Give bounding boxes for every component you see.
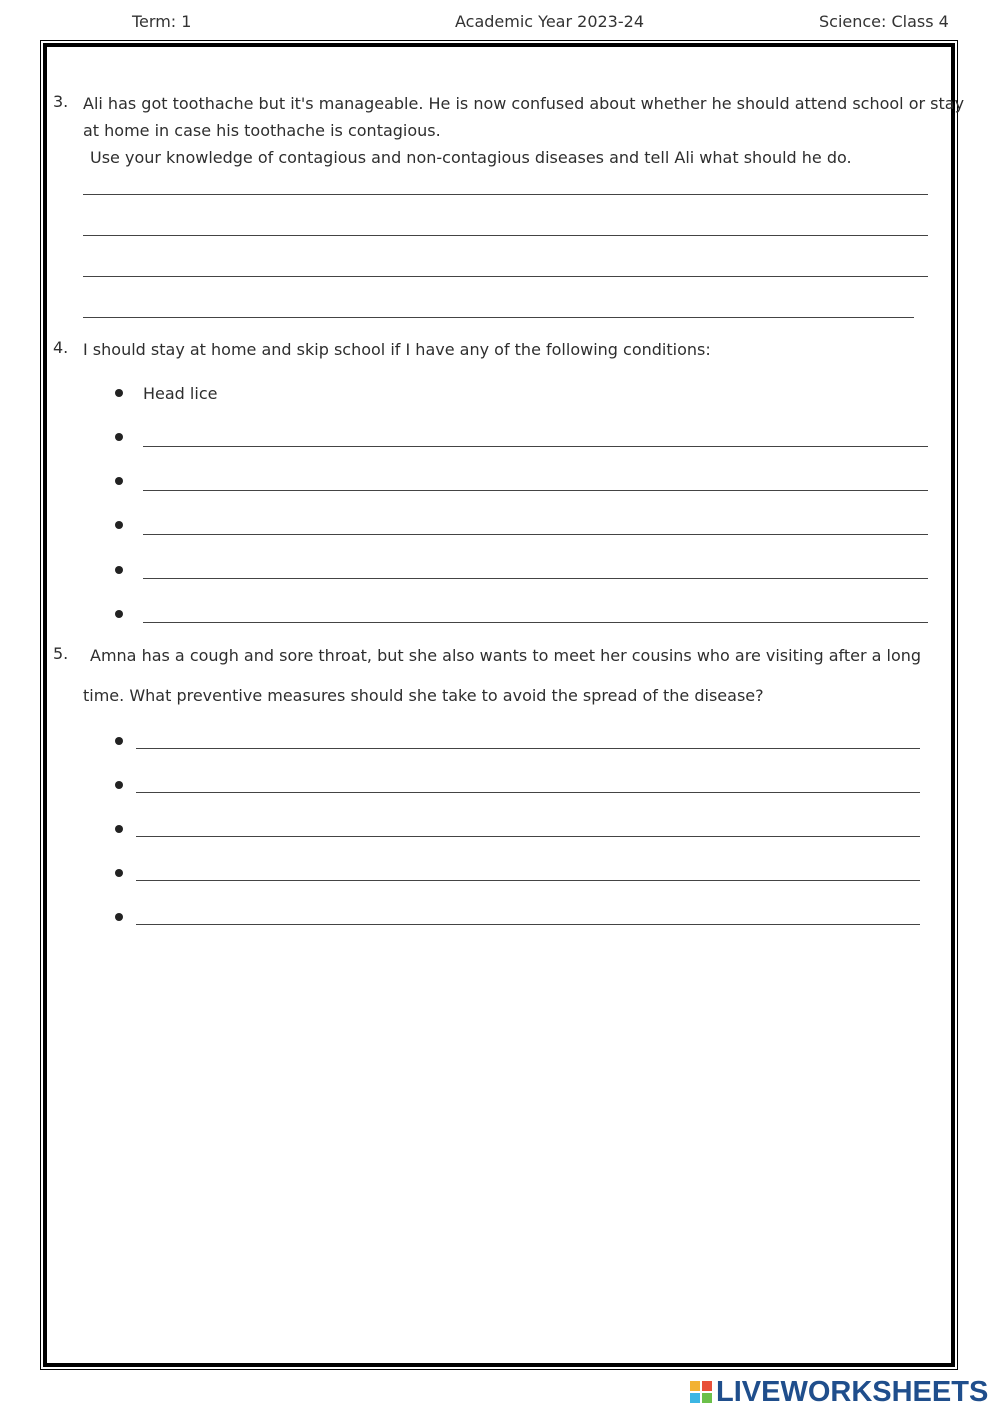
answer-line — [143, 622, 928, 623]
answer-line — [143, 446, 928, 447]
bullet-icon — [115, 610, 123, 618]
question-5-number: 5. — [53, 644, 69, 663]
q5-answer-input-5[interactable] — [136, 900, 924, 924]
answer-line — [136, 924, 920, 925]
question-3-text-line3: Use your knowledge of contagious and non-contagious diseases and tell Ali what should he do. — [90, 148, 852, 167]
logo-square — [690, 1381, 700, 1391]
question-4-number: 4. — [53, 338, 69, 357]
q5-answer-input-4[interactable] — [136, 856, 924, 880]
question-3-text-line1: Ali has got toothache but it's manageable. He is now confused about whether he should attend school or stay — [83, 94, 965, 113]
question-5-text-line2: time. What preventive measures should she take to avoid the spread of the disease? — [83, 686, 764, 705]
bullet-icon — [115, 521, 123, 529]
q3-answer-input-4[interactable] — [83, 293, 918, 317]
logo-square — [690, 1393, 700, 1403]
bullet-icon — [115, 389, 123, 397]
answer-line — [83, 317, 914, 318]
q5-answer-input-1[interactable] — [136, 724, 924, 748]
answer-line — [143, 490, 928, 491]
header-subject: Science: Class 4 — [819, 12, 949, 31]
q4-answer-input-3[interactable] — [143, 510, 932, 534]
answer-line — [136, 880, 920, 881]
answer-line — [83, 276, 928, 277]
logo-square — [702, 1393, 712, 1403]
bullet-icon — [115, 566, 123, 574]
q3-answer-input-2[interactable] — [83, 211, 932, 235]
answer-line — [136, 836, 920, 837]
logo-text: LIVEWORKSHEETS — [716, 1375, 989, 1408]
liveworksheets-logo[interactable] — [690, 1374, 990, 1410]
bullet-icon — [115, 913, 123, 921]
logo-square — [702, 1381, 712, 1391]
bullet-icon — [115, 781, 123, 789]
header-academic-year: Academic Year 2023-24 — [455, 12, 644, 31]
answer-line — [136, 792, 920, 793]
answer-line — [143, 578, 928, 579]
answer-line — [143, 534, 928, 535]
q3-answer-input-3[interactable] — [83, 252, 932, 276]
bullet-icon — [115, 825, 123, 833]
question-3-text-line2: at home in case his toothache is contagious. — [83, 121, 441, 140]
q4-answer-input-4[interactable] — [143, 554, 932, 578]
answer-line — [83, 194, 928, 195]
question-4-prompt: I should stay at home and skip school if I have any of the following conditions: — [83, 340, 711, 359]
liveworksheets-logo-icon — [690, 1381, 712, 1403]
bullet-icon — [115, 737, 123, 745]
q5-answer-input-2[interactable] — [136, 768, 924, 792]
question-3-number: 3. — [53, 92, 69, 111]
bullet-icon — [115, 477, 123, 485]
question-4-example: Head lice — [143, 384, 218, 403]
q4-answer-input-2[interactable] — [143, 466, 932, 490]
answer-line — [83, 235, 928, 236]
q3-answer-input-1[interactable] — [83, 170, 932, 194]
bullet-icon — [115, 433, 123, 441]
answer-line — [136, 748, 920, 749]
question-5-text-line1: Amna has a cough and sore throat, but she also wants to meet her cousins who are visiting after a long — [90, 646, 922, 665]
q4-answer-input-5[interactable] — [143, 598, 932, 622]
header-term: Term: 1 — [132, 12, 192, 31]
q4-answer-input-1[interactable] — [143, 422, 932, 446]
bullet-icon — [115, 869, 123, 877]
q5-answer-input-3[interactable] — [136, 812, 924, 836]
